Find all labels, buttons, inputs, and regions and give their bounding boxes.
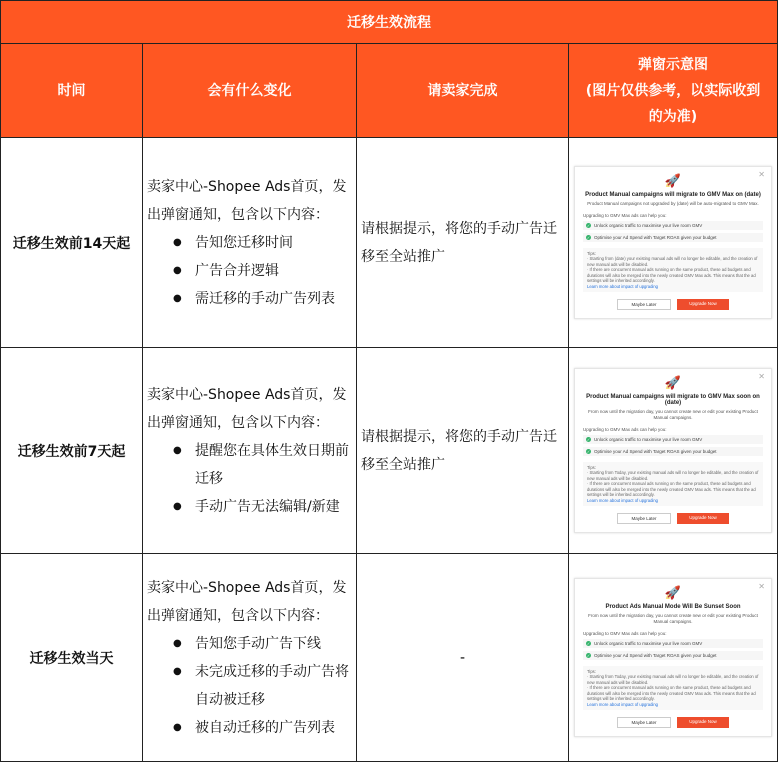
benefit-text: Unlock organic traffic to maximise your live room GMV [594,640,703,646]
rocket-icon: 🚀 [664,172,682,188]
popup-title: Product Ads Manual Mode Will Be Sunset Soon [605,603,741,610]
tips-text: · Starting from Today, your existing manual ads will no longer be editable, and the creation of new manual ads will be disabled. · If there are concurrent manual ads running on the same product, these ad budgets and durations will also be merged into the newly created GMV Max ads. This means that the ad settings will be inherited accordingly. [587,674,759,702]
popup-screenshot [574,166,772,320]
changes-intro: 卖家中心-Shopee Ads首页，发出弹窗通知，包含以下内容： [147,579,347,624]
header-popup-preview-line2: (图片仅供参考，以实际收到的为准) [585,82,761,125]
row-seller-action: 请根据提示，将您的手动广告迁移至全站推广 [357,348,569,554]
changes-intro: 卖家中心-Shopee Ads首页，发出弹窗通知，包含以下内容： [147,178,347,223]
popup-subtitle: From now until the migration day, you cannot create new or edit your existing Product Manual campaigns. [588,408,758,420]
row-changes [143,348,357,554]
tips-label: Tips: [587,668,596,674]
list-item: ● 需迁移的手动广告列表 [169,285,352,313]
row-seller-action: - [357,554,569,762]
tips-link[interactable]: Learn more about impact of upgrading [587,283,658,289]
benefit-text: Optimise your Ad Spend with Target ROAS given your budget [594,652,717,658]
table-title: 迁移生效流程 [1,1,778,44]
table-row [1,554,778,762]
list-item: ● 未完成迁移的手动广告将自动被迁移 [169,658,352,714]
upgrade-now-button[interactable]: Upgrade Now [677,513,729,524]
list-item: ● 手动广告无法编辑/新建 [169,493,352,521]
popup-benefit [583,221,763,230]
popup-benefits-label: Upgrading to GMV Max ads can help you: [583,630,667,636]
tips-label: Tips: [587,464,596,470]
upgrade-now-button[interactable]: Upgrade Now [677,299,729,310]
popup-benefit [583,435,763,444]
row-popup-preview [569,138,778,348]
popup-buttons [583,717,763,728]
tips-link[interactable]: Learn more about impact of upgrading [587,701,658,707]
maybe-later-button[interactable]: Maybe Later [617,513,671,524]
popup-buttons [583,513,763,524]
popup-tips [583,462,763,507]
list-item: ● 提醒您在具体生效日期前迁移 [169,437,352,493]
tips-text: · Starting from Today, your existing manual ads will no longer be editable, and the creation of new manual ads will be disabled. · If there are concurrent manual ads running on the same product, these ad budgets and durations will also be merged into the newly created GMV Max ads. This means that the ad settings will be inherited accordingly. [587,470,759,498]
popup-benefit [583,639,763,648]
header-seller-action: 请卖家完成 [357,44,569,138]
row-time: 迁移生效当天 [1,554,143,762]
row-time: 迁移生效前14天起 [1,138,143,348]
header-popup-preview [569,44,778,138]
table-title-row [1,1,778,44]
row-time: 迁移生效前7天起 [1,348,143,554]
check-icon: ✓ [586,222,591,228]
row-popup-preview [569,348,778,554]
popup-buttons [583,299,763,310]
tips-label: Tips: [587,250,596,256]
popup-screenshot [574,578,772,738]
popup-screenshot [574,368,772,534]
header-changes: 会有什么变化 [143,44,357,138]
changes-list [147,630,352,742]
check-icon: ✓ [586,652,591,658]
check-icon: ✓ [586,436,591,442]
row-popup-preview [569,554,778,762]
upgrade-now-button[interactable]: Upgrade Now [677,717,729,728]
header-time: 时间 [1,44,143,138]
close-icon: ✕ [758,581,765,591]
row-seller-action: 请根据提示，将您的手动广告迁移至全站推广 [357,138,569,348]
header-popup-preview-line1: 弹窗示意图 [638,56,708,73]
row-changes [143,138,357,348]
popup-benefit [583,651,763,660]
maybe-later-button[interactable]: Maybe Later [617,299,671,310]
changes-list [147,437,352,521]
popup-tips [583,248,763,293]
popup-title: Product Manual campaigns will migrate to GMV Max on (date) [585,191,761,198]
popup-tips [583,666,763,711]
benefit-text: Optimise your Ad Spend with Target ROAS given your budget [594,448,717,454]
benefit-text: Unlock organic traffic to maximise your live room GMV [594,436,703,442]
table-header-row [1,44,778,138]
benefit-text: Optimise your Ad Spend with Target ROAS given your budget [594,234,717,240]
check-icon: ✓ [586,448,591,454]
tips-link[interactable]: Learn more about impact of upgrading [587,497,658,503]
tips-text: · Starting from (date) your existing manual ads will no longer be editable, and the creation of new manual ads will be disabled. · If there are concurrent manual ads running on the same product, these ad budgets and durations will also be merged into the newly created GMV Max ads. This means that the ad settings will be inherited accordingly. [587,256,758,284]
close-icon: ✕ [758,169,765,179]
row-changes [143,554,357,762]
popup-subtitle: From now until the migration day, you cannot create new or edit your existing Product Manual campaigns. [588,612,758,624]
table-row [1,138,778,348]
check-icon: ✓ [586,640,591,646]
list-item: ● 告知您迁移时间 [169,229,352,257]
rocket-icon: 🚀 [664,374,682,390]
list-item: ● 广告合并逻辑 [169,257,352,285]
popup-benefit [583,233,763,242]
list-item: ● 被自动迁移的广告列表 [169,714,352,742]
rocket-icon: 🚀 [664,584,682,600]
maybe-later-button[interactable]: Maybe Later [617,717,671,728]
popup-benefits-label: Upgrading to GMV Max ads can help you: [583,212,667,218]
benefit-text: Unlock organic traffic to maximise your live room GMV [594,222,703,228]
popup-title: Product Manual campaigns will migrate to GMV Max soon on (date) [586,393,760,406]
table-row [1,348,778,554]
changes-list [147,229,352,313]
popup-benefit [583,447,763,456]
changes-intro: 卖家中心-Shopee Ads首页，发出弹窗通知，包含以下内容： [147,386,347,431]
list-item: ● 告知您手动广告下线 [169,630,352,658]
popup-subtitle: Product Manual campaigns not upgraded by (date) will be auto-migrated to GMV Max. [587,200,759,206]
popup-benefits-label: Upgrading to GMV Max ads can help you: [583,426,667,432]
close-icon: ✕ [758,371,765,381]
check-icon: ✓ [586,234,591,240]
